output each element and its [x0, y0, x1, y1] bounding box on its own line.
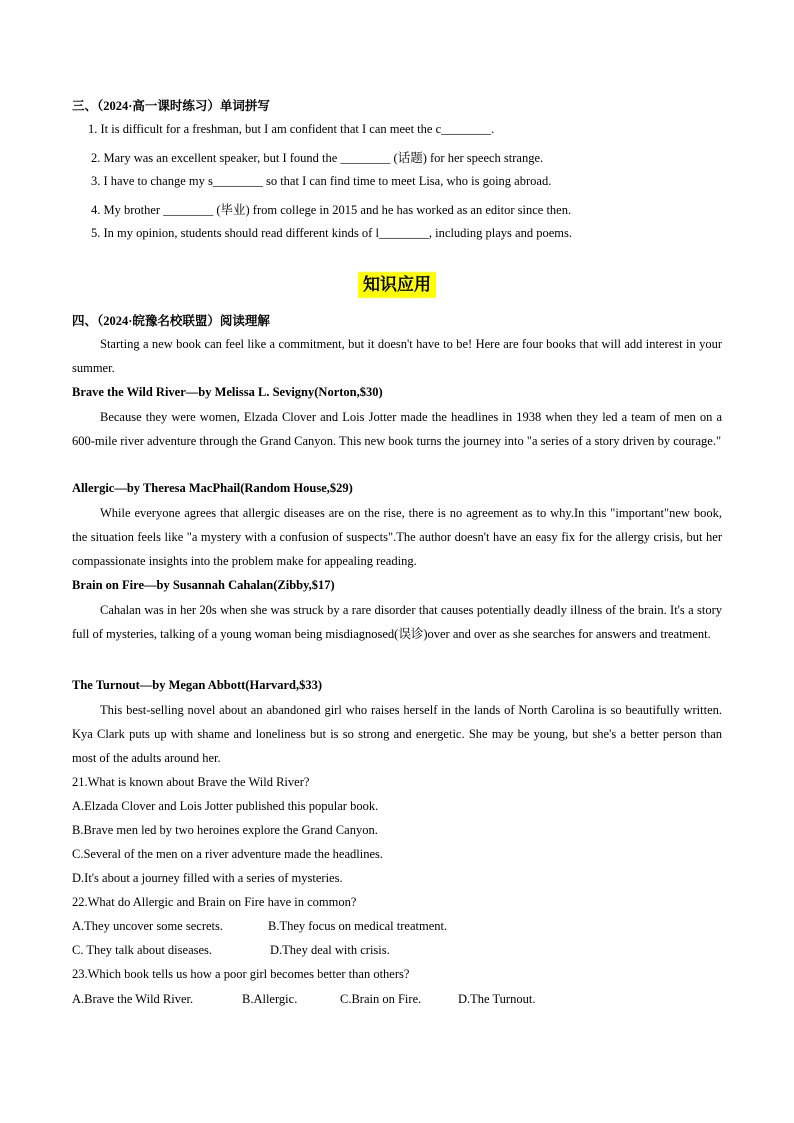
- question-21-option-a: A.Elzada Clover and Lois Jotter published this popular book.: [72, 799, 379, 813]
- question-23-option-b: B.Allergic.: [242, 992, 298, 1006]
- question-22-option-b: B.They focus on medical treatment.: [268, 919, 448, 933]
- question-23-option-d: D.The Turnout.: [458, 992, 536, 1006]
- book-title-the-turnout: The Turnout—by Megan Abbott(Harvard,$33): [72, 678, 323, 692]
- question-22-option-d: D.They deal with crisis.: [270, 943, 390, 957]
- question-21-stem: 21.What is known about Brave the Wild River?: [72, 775, 310, 789]
- intro-paragraph: Starting a new book can feel like a commitment, but it doesn't have to be! Here are four books that will add interest in your summer.: [72, 337, 722, 375]
- book-text-brave-the-wild-river: Because they were women, Elzada Clover and Lois Jotter made the headlines in 1938 when they led a team of men on a 600-mile river adventure through the Grand Canyon. This new book turns the journey into "a series of a story driven by courage.": [72, 410, 722, 448]
- book-text-allergic: While everyone agrees that allergic diseases are on the rise, there is no agreement as to why.In this "important"new book, the situation feels like "a mystery with a confusion of suspects".The author doesn't have an easy fix for the allergy crisis, but her compassionate insights into the problem make for appealing reading.: [72, 506, 722, 568]
- book-text-brain-on-fire: Cahalan was in her 20s when she was struck by a rare disorder that causes potentially deadly illness of the brain. It's a story full of mysteries, talking of a young woman being misdiagnosed(误诊)over and over as she searches for answers and treatment.: [72, 603, 722, 641]
- question-23-options-row: [72, 992, 535, 1007]
- vocab-item-5: 5. In my opinion, students should read different kinds of l________, including plays and poems.: [91, 226, 572, 240]
- question-22-option-a: A.They uncover some secrets.: [72, 919, 223, 933]
- section3-heading: 三、（2024·高一课时练习）单词拼写: [72, 99, 270, 113]
- question-23-stem: 23.Which book tells us how a poor girl becomes better than others?: [72, 967, 410, 981]
- question-23-option-c: C.Brain on Fire.: [340, 992, 422, 1006]
- vocab-item-3: 3. I have to change my s________ so that I can find time to meet Lisa, who is going abroad.: [91, 174, 552, 188]
- book-title-brain-on-fire: Brain on Fire—by Susannah Cahalan(Zibby,$17): [72, 578, 335, 592]
- question-22-options-row-2: [72, 943, 390, 958]
- question-22-option-c: C. They talk about diseases.: [72, 943, 213, 957]
- book-text-the-turnout: This best-selling novel about an abandoned girl who raises herself in the lands of North Carolina is so beautifully written. Kya Clark puts up with shame and loneliness but is so strong and energetic. She may be young, but she's a better person than most of the adults around her.: [72, 703, 722, 765]
- vocab-item-1: 1. It is difficult for a freshman, but I am confident that I can meet the c________.: [88, 122, 495, 136]
- question-21-option-b: B.Brave men led by two heroines explore the Grand Canyon.: [72, 823, 378, 837]
- knowledge-application-banner: 知识应用: [358, 272, 436, 298]
- question-22-stem: 22.What do Allergic and Brain on Fire have in common?: [72, 895, 357, 909]
- question-21-option-d: D.It's about a journey filled with a series of mysteries.: [72, 871, 343, 885]
- question-22-options-row-1: [72, 919, 447, 934]
- section4-heading: 四、（2024·皖豫名校联盟）阅读理解: [72, 314, 270, 328]
- book-title-allergic: Allergic—by Theresa MacPhail(Random House,$29): [72, 481, 353, 495]
- question-21-option-c: C.Several of the men on a river adventure made the headlines.: [72, 847, 383, 861]
- question-23-option-a: A.Brave the Wild River.: [72, 992, 194, 1006]
- book-title-brave-the-wild-river: Brave the Wild River—by Melissa L. Sevigny(Norton,$30): [72, 385, 383, 399]
- vocab-item-4: 4. My brother ________ (毕业) from college in 2015 and he has worked as an editor since then.: [91, 203, 572, 217]
- vocab-item-2: 2. Mary was an excellent speaker, but I found the ________ (话题) for her speech strange.: [91, 151, 544, 165]
